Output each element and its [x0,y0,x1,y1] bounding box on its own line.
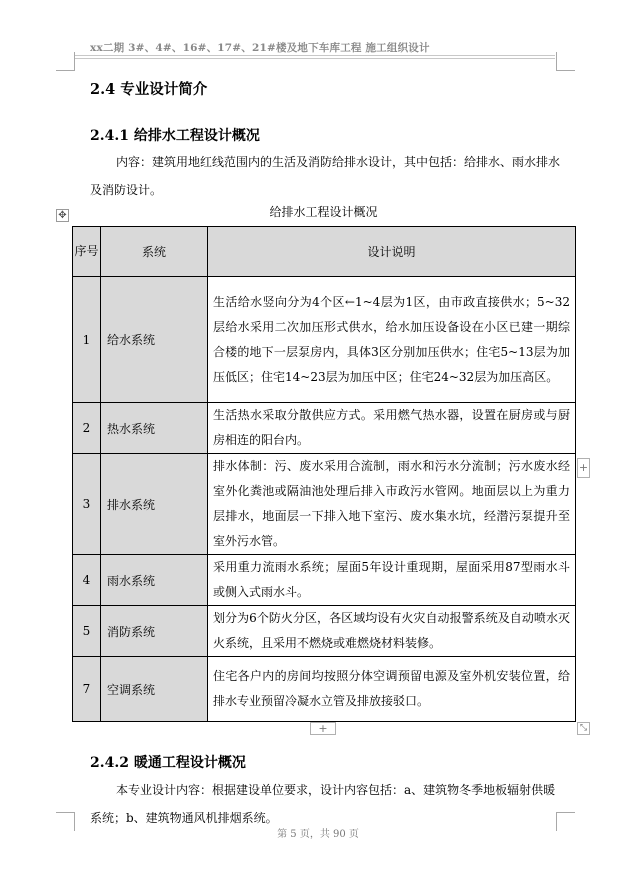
row-system: 排水系统 [101,454,208,555]
heading-2-4-1: 2.4.1 给排水工程设计概况 [90,128,260,144]
row-system: 空调系统 [101,657,208,722]
table-header-row [73,227,576,277]
row-system: 给水系统 [101,277,208,403]
paragraph-plumbing-intro: 内容：建筑用地红线范围内的生活及消防给排水设计，其中包括：给排水、雨水排水及消防设计。 [90,155,561,197]
header-description: 设计说明 [208,227,576,277]
row-description: 住宅各户内的房间均按照分体空调预留电源及室外机安装位置，给排水专业预留冷凝水立管及排放接驳口。 [208,657,576,722]
row-no: 7 [73,657,101,722]
table-row [73,555,576,606]
row-description: 生活热水采取分散供应方式。采用燃气热水器，设置在厨房或与厨房相连的阳台内。 [208,403,576,454]
row-system: 雨水系统 [101,555,208,606]
crop-mark-top-left [56,52,75,71]
row-system: 消防系统 [101,606,208,657]
add-row-button[interactable]: + [577,458,590,478]
table-row [73,606,576,657]
row-no: 4 [73,555,101,606]
row-description: 生活给水竖向分为4个区←1~4层为1区，由市政直接供水；5~32层给水采用二次加压形式供水，给水加压设备设在小区已建一期综合楼的地下一层泵房内，具体3区分别加压供水；住宅5~13层为加压低区；住宅14~23层为加压中区；住宅24~32层为加压高区。 [208,277,576,403]
row-description: 采用重力流雨水系统；屋面5年设计重现期，屋面采用87型雨水斗或侧入式雨水斗。 [208,555,576,606]
header-no: 序号 [73,227,101,277]
page-footer: 第 5 页，共 90 页 [277,829,359,840]
row-no: 5 [73,606,101,657]
header-system: 系统 [101,227,208,277]
table-caption: 给排水工程设计概况 [269,205,378,219]
row-description: 排水体制：污、废水采用合流制，雨水和污水分流制；污水废水经室外化粪池或隔油池处理后排入市政污水管网。地面层以上为重力层排水，地面层一下排入地下室污、废水集水坑，经潜污泵提升至室外污水管。 [208,454,576,555]
plumbing-design-table [72,226,576,722]
heading-2-4-2: 2.4.2 暖通工程设计概况 [90,755,246,771]
page-header: xx二期 3#、4#、16#、17#、21#楼及地下车库工程 施工组织设计 [90,42,430,54]
add-column-button[interactable]: + [310,722,336,735]
row-system: 热水系统 [101,403,208,454]
table-row [73,454,576,555]
header-rule [75,58,555,59]
row-description: 划分为6个防火分区，各区域均设有火灾自动报警系统及自动喷水灭火系统，且采用不燃烧或难燃烧材料装修。 [208,606,576,657]
table-move-handle[interactable]: ✥ [56,209,69,222]
table-resize-handle[interactable]: ⤡ [577,722,590,735]
header-rule [75,55,555,56]
table-row [73,657,576,722]
row-no: 1 [73,277,101,403]
row-no: 2 [73,403,101,454]
table-row [73,277,576,403]
heading-2-4: 2.4 专业设计简介 [90,81,208,98]
paragraph-hvac-intro: 本专业设计内容：根据建设单位要求，设计内容包括：a、建筑物冬季地板辐射供暖系统；b、建筑物通风机排烟系统。 [90,783,556,825]
table-row [73,403,576,454]
row-no: 3 [73,454,101,555]
